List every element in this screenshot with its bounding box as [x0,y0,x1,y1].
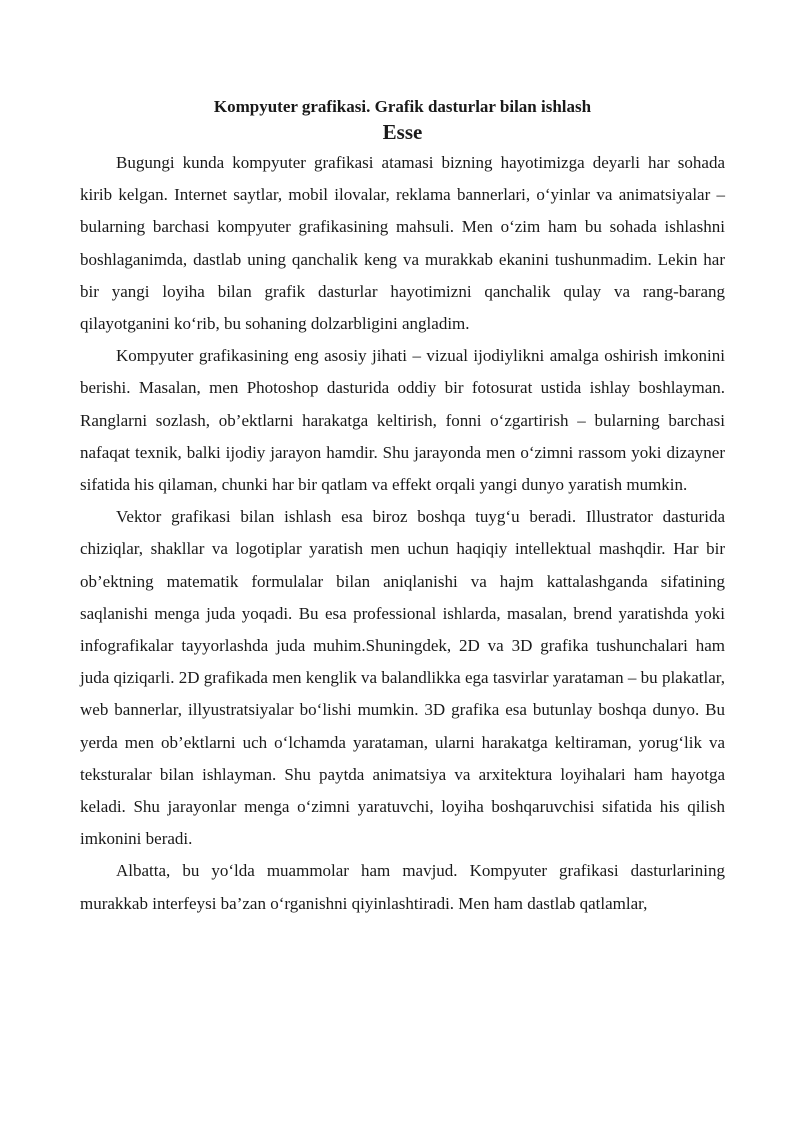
paragraph-intro: Bugungi kunda kompyuter grafikasi atamasi bizning hayotimizga deyarli har sohada kirib kelgan. Internet saytlar, mobil ilovalar, reklama bannerlari, o‘yinlar va animatsiyalar – bularning barchasi kompyuter grafikasining mahsuli. Men o‘zim ham bu sohada ishlashni boshlaganimda, dastlab uning qanchalik keng va murakkab ekanini tushunmadim. Lekin har bir yangi loyiha bilan grafik dasturlar hayotimizni qanchalik qulay va rang-barang qilayotganini ko‘rib, bu sohaning dolzarbligini angladim. [80,153,725,334]
paragraph-visual-creativity: Kompyuter grafikasining eng asosiy jihati – vizual ijodiylikni amalga oshirish imkonini berishi. Masalan, men Photoshop dasturida oddiy bir fotosurat ustida ishlay boshlayman. Ranglarni sozlash, ob’ektlarni harakatga keltirish, fonni o‘zgartirish – bularning barchasi nafaqat texnik, balki ijodiy jarayon hamdir. Shu jarayonda men o‘zimni rassom yoki dizayner sifatida his qilaman, chunki har bir qatlam va effekt orqali yangi dunyo yaratish mumkin. [80,346,725,495]
paragraph-vector-graphics: Vektor grafikasi bilan ishlash esa biroz boshqa tuyg‘u beradi. Illustrator dasturida chiziqlar, shakllar va logotiplar yaratish men uchun haqiqiy intellektual mashqdir. Har bir ob’ektning matematik formulalar bilan aniqlanishi va hajm kattalashganda sifatining saqlanishi menga juda yoqadi. Bu esa professional ishlarda, masalan, brend yaratishda yoki infografikalar tayyorlashda juda muhim.Shuningdek, 2D va 3D grafika tushunchalari ham juda qiziqarli. 2D grafikada men kenglik va balandlikka ega tasvirlar yarataman – bu plakatlar, web bannerlar, illyustratsiyalar bo‘lishi mumkin. 3D grafika esa butunlay boshqa dunyo. Bu yerda men ob’ektlarni uch o‘lchamda yarataman, ularni harakatga keltiraman, yorug‘lik va teksturalar bilan ishlayman. Shu paytda animatsiya va arxitektura loyihalari ham hayotga keladi. Shu jarayonlar menga o‘zimni yaratuvchi, loyiha boshqaruvchisi sifatida his qilish imkonini beradi. [80,507,725,849]
document-title: Kompyuter grafikasi. Grafik dasturlar bilan ishlash [213,97,592,116]
document-subtitle: Esse [382,120,423,144]
document-page [80,96,725,920]
paragraph-problems: Albatta, bu yo‘lda muammolar ham mavjud. Kompyuter grafikasi dasturlarining murakkab interfeysi ba’zan o‘rganishni qiyinlashtiradi. Men ham dastlab qatlamlar, [80,861,725,913]
